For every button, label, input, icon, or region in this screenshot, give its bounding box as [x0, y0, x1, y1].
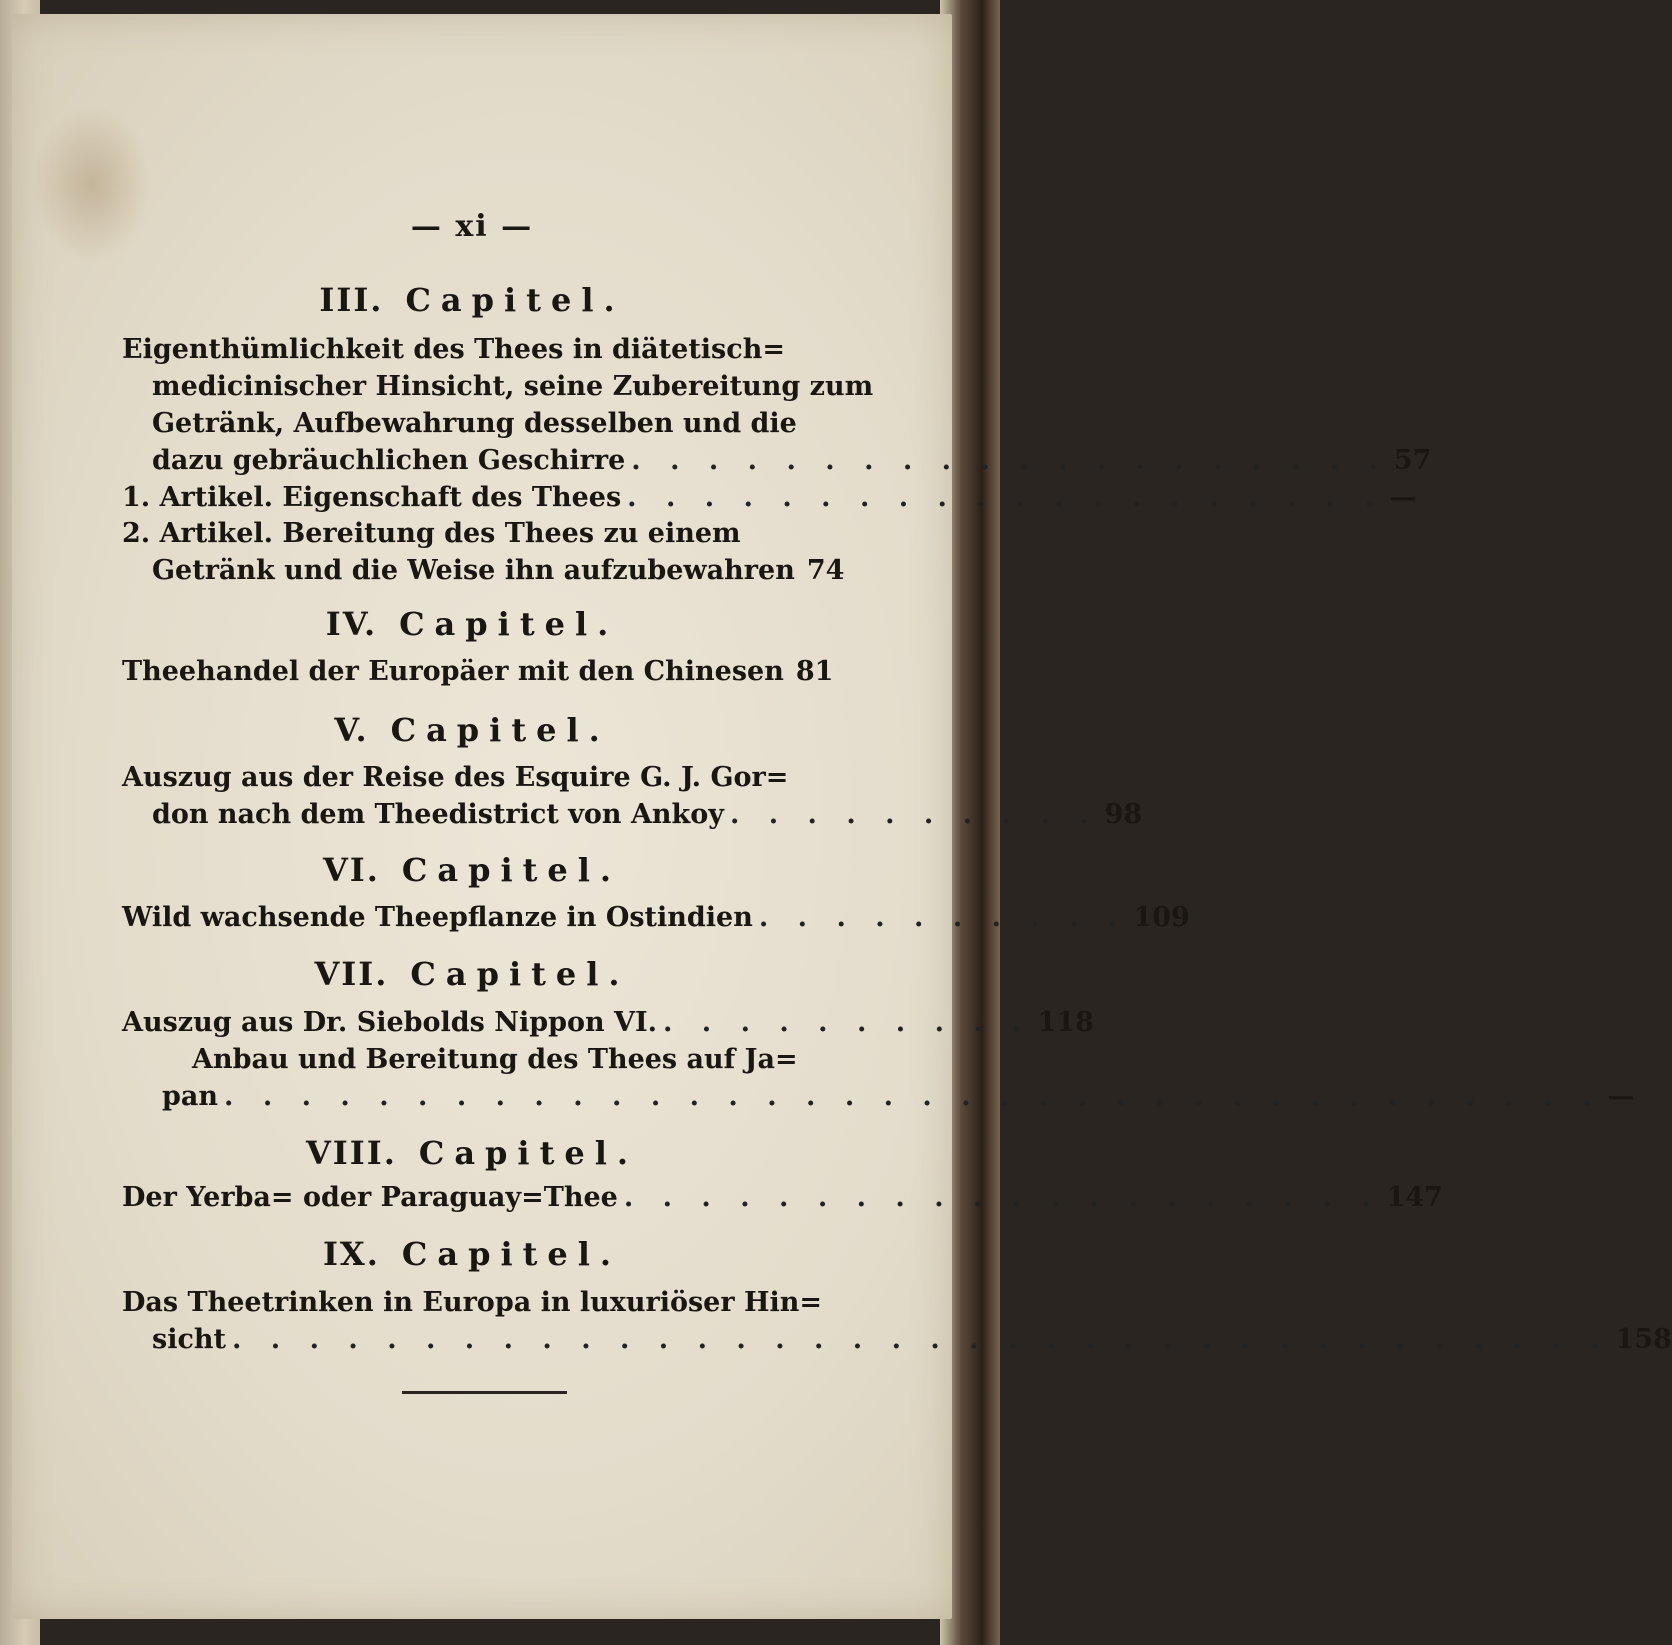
- entry-page-number: 57: [1393, 445, 1432, 476]
- dot-leader: . . . . . . . . . . . . . . . . . . . .: [627, 482, 1384, 513]
- entry-line: Getränk, Aufbewahrung desselben und die: [152, 408, 797, 439]
- chapter-heading-v: [122, 711, 822, 749]
- entry-leader-line: [122, 442, 1432, 479]
- toc-entry: [122, 1284, 1672, 1358]
- chapter-roman: IX.: [322, 1235, 380, 1273]
- dot-leader: . . . . . . . . . . . . . . . . . . . .: [631, 445, 1388, 476]
- chapter-heading-vi: [122, 851, 822, 889]
- chapter-roman: VIII.: [305, 1134, 397, 1172]
- entry-line: medicinischer Hinsicht, seine Zubereitung zum: [152, 371, 874, 402]
- chapter-word: Capitel.: [399, 605, 619, 643]
- dot-leader: . . . . . . . . . .: [662, 1007, 1032, 1038]
- entry-leader-line: [122, 796, 1143, 833]
- chapter-heading-viii: [122, 1134, 822, 1172]
- entry-page-number: 74: [806, 555, 845, 586]
- entry-page-number: —: [1607, 1081, 1635, 1112]
- chapter-word: Capitel.: [390, 711, 610, 749]
- end-rule: [402, 1391, 567, 1394]
- dot-leader: . . . . . . . . . .: [729, 799, 1099, 830]
- entry-page-number: 109: [1133, 902, 1190, 933]
- entry-line: Anbau und Bereitung des Thees auf Ja=: [192, 1044, 798, 1075]
- chapter-word: Capitel.: [401, 851, 622, 889]
- toc-entry: [122, 899, 1190, 936]
- entry-line: Auszug aus der Reise des Esquire G. J. Gor=: [122, 762, 789, 793]
- entry-line: sicht: [152, 1324, 226, 1355]
- entry-line: don nach dem Theedistrict von Ankoy: [152, 799, 724, 830]
- toc-entry: [122, 653, 834, 690]
- entry-line: Das Theetrinken in Europa in luxuriöser Hin=: [122, 1287, 823, 1318]
- entry-leader-line: [122, 653, 834, 690]
- dot-leader: . . . . . . . . . .: [758, 902, 1128, 933]
- page-number: — xi —: [410, 209, 534, 244]
- toc-entry: [122, 1004, 1094, 1041]
- chapter-word: Capitel.: [401, 1235, 622, 1273]
- entry-leader-line: [122, 899, 1190, 936]
- chapter-word: Capitel.: [418, 1134, 639, 1172]
- entry-line: Eigenthümlichkeit des Thees in diätetisch=: [122, 334, 785, 365]
- chapter-roman: IV.: [325, 605, 378, 643]
- entry-line: pan: [162, 1081, 219, 1112]
- toc-entry: [122, 1041, 1635, 1115]
- entry-leader-line: [122, 1179, 1443, 1216]
- dot-leader: . . . . . . . . . . . . . . . . . . . . . . . . . . . . . . . . . . . .: [232, 1324, 1610, 1355]
- entry-page-number: 147: [1386, 1182, 1443, 1213]
- entry-page-number: 81: [795, 656, 834, 687]
- entry-leader-line: [122, 1078, 1635, 1115]
- entry-leader-line: [122, 1321, 1672, 1358]
- chapter-roman: VI.: [322, 851, 380, 889]
- entry-line: Auszug aus Dr. Siebolds Nippon VI.: [122, 1007, 657, 1038]
- chapter-word: Capitel.: [405, 281, 625, 319]
- entry-line: 1. Artikel. Eigenschaft des Thees: [122, 482, 622, 513]
- chapter-heading-iv: [122, 605, 822, 643]
- entry-page-number: 118: [1037, 1007, 1094, 1038]
- entry-page-number: 98: [1104, 799, 1143, 830]
- entry-page-number: —: [1389, 482, 1417, 513]
- entry-leader-line: [122, 1004, 1094, 1041]
- toc-entry: [122, 479, 1417, 516]
- chapter-roman: V.: [334, 711, 369, 749]
- entry-line: 2. Artikel. Bereitung des Thees zu einem: [122, 518, 741, 549]
- entry-line: Wild wachsende Theepflanze in Ostindien: [122, 902, 753, 933]
- entry-line: Theehandel der Europäer mit den Chinesen: [122, 656, 784, 687]
- chapter-heading-ix: [122, 1235, 822, 1273]
- entry-leader-line: [122, 552, 845, 589]
- entry-line: dazu gebräuchlichen Geschirre: [152, 445, 626, 476]
- chapter-heading-vii: [122, 955, 822, 993]
- toc-entry: [122, 331, 1432, 479]
- chapter-word: Capitel.: [410, 955, 630, 993]
- toc-entry: [122, 1179, 1443, 1216]
- dot-leader: . . . . . . . . . . . . . . . . . . . .: [623, 1182, 1381, 1213]
- entry-page-number: 158: [1615, 1324, 1672, 1355]
- chapter-heading-iii: [122, 281, 822, 319]
- chapter-roman: VII.: [314, 955, 389, 993]
- chapter-roman: III.: [319, 281, 384, 319]
- entry-line: Der Yerba= oder Paraguay=Thee: [122, 1182, 618, 1213]
- entry-leader-line: [122, 479, 1417, 516]
- book-page: [12, 14, 1672, 1619]
- toc-entry: [122, 515, 845, 589]
- entry-line: Getränk und die Weise ihn aufzubewahren: [152, 555, 795, 586]
- dot-leader: . . . . . . . . . . . . . . . . . . . . . . . . . . . . . . . . . . . .: [224, 1081, 1602, 1112]
- toc-entry: [122, 759, 1143, 833]
